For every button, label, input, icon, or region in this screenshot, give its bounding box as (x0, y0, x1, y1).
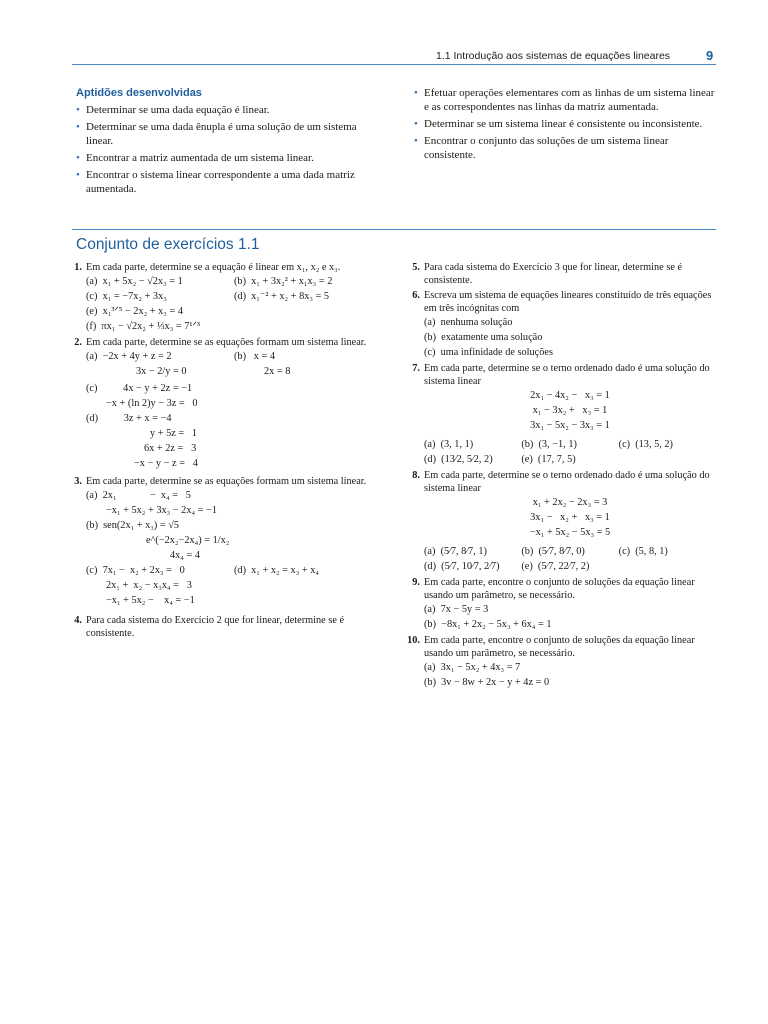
exercise-2: 2. Em cada parte, determine se as equações formam um sistema linear. (a) −2x + 4y + z = 2 3x − 2/y = 0 (b) x = 4 2x = 8 (c) 4x − y + 2z = −1 −x + (ln 2)y − 3z = 0 (d) 3z + x = −4 y + 5z = 1 6x + 2z = 3 −x − y − z = 4 (74, 337, 367, 469)
bullet-icon: • (76, 169, 80, 181)
skill-item: • Determinar se uma dada ênupla é uma solução de um sistema linear. (76, 121, 357, 147)
exercise-6: 6. Escreva um sistema de equações lineares constituído de três equações em três incógnitas com (a) nenhuma solução (b) exatamente uma solução (c) uma infinidade de soluções (412, 290, 712, 358)
section-rule (72, 229, 716, 230)
exercise-7: 7. Em cada parte, determine se o terno ordenado dado é uma solução do sistema linear 2x₁ − 4x₂ − x₃ = 1 x₁ − 3x₂ + x₃ = 1 3x₁ − 5x₂ − 3x₃ = 1 (a) (3, 1, 1) (b) (3, −1, 1) (c) (13, 5, 2) (d) (13⁄2, 5⁄2, 2) (e) (17, 7, 5) (412, 363, 710, 465)
bullet-icon: • (76, 104, 80, 116)
skill-item: • Determinar se uma dada equação é linear. (76, 104, 270, 116)
skill-item: • Encontrar o sistema linear correspondente a uma dada matriz aumentada. (76, 169, 355, 195)
exercises-right-column (404, 261, 716, 692)
page-number: 9 (706, 48, 714, 63)
skill-item: • Efetuar operações elementares com as linhas de um sistema linear e as correspondentes nas linhas da matriz aumentada. (414, 87, 715, 113)
top-rule (72, 64, 716, 65)
exercise-8: 8. Em cada parte, determine se o terno ordenado dado é uma solução do sistema linear x₁ + 2x₂ − 2x₃ = 3 3x₁ − x₂ + x₃ = 1 −x₁ + 5x₂ − 5x₃ = 5 (a) (5⁄7, 8⁄7, 1) (b) (5⁄7, 8⁄7, 0) (c) (5, 8, 1) (d) (5⁄7, 10⁄7, 2⁄7) (e) (5⁄7, 22⁄7, 2) (412, 470, 710, 572)
exercise-10: 10. Em cada parte, encontre o conjunto de soluções da equação linear usando um parâmetro, se necessário. (a) 3x₁ − 5x₂ + 4x₃ = 7 (b) 3v − 8w + 2x − y + 4z = 0 (407, 635, 695, 688)
exercise-4: 4. Para cada sistema do Exercício 2 que for linear, determine se é consistente. (74, 615, 345, 639)
bullet-icon: • (414, 135, 418, 147)
bullet-icon: • (76, 121, 80, 133)
skill-item: • Encontrar a matriz aumentada de um sistema linear. (76, 152, 314, 164)
running-title: 1.1 Introdução aos sistemas de equações lineares (436, 50, 671, 62)
exercise-1: 1. Em cada parte, determine se a equação é linear em x₁, x₂ e x₃. (a) x₁ + 5x₂ − √2x₃ = 1 (b) x₁ + 3x₂² + x₁x₃ = 2 (c) x₁ = −7x₂ + 3x₃ (d) x₁⁻² + x₂ + 8x₃ = 5 (e) x₁³ᐟ⁵ − 2x₂ + x₃ = 4 (f) πx₁ − √2x₂ + ⅓x₃ = 7¹ᐟ³ (74, 262, 341, 332)
skill-item: • Determinar se um sistema linear é consistente ou inconsistente. (414, 118, 703, 130)
exercises-left-column (66, 261, 382, 642)
exercise-3: 3. Em cada parte, determine se as equações formam um sistema linear. (a) 2x₁ − x₄ = 5 −x₁ + 5x₂ + 3x₃ − 2x₄ = −1 (b) sen(2x₁ + x₃) = √5 e^(−2x₂−2x₄) = 1/x₂ 4x₄ = 4 (c) 7x₁ − x₂ + 2x₃ = 0 2x₁ + x₂ − x₃x₄ = 3 −x₁ + 5x₂ − x₄ = −1 (d) x₁ + x₂ = x₃ + x₄ (74, 476, 367, 606)
skills-left-column (76, 86, 382, 199)
skills-right-column (414, 86, 716, 165)
exercise-5: 5. Para cada sistema do Exercício 3 que for linear, determine se é consistente. (412, 262, 683, 286)
skills-title: Aptidões desenvolvidas (76, 87, 202, 99)
bullet-icon: • (414, 87, 418, 99)
section-title: Conjunto de exercícios 1.1 (76, 236, 260, 253)
exercise-9: 9. Em cada parte, encontre o conjunto de soluções da equação linear usando um parâmetro, se necessário. (a) 7x − 5y = 3 (b) −8x₁ + 2x₂ − 5x₃ + 6x₄ = 1 (412, 577, 695, 630)
skill-item: • Encontrar o conjunto das soluções de um sistema linear consistente. (414, 135, 669, 161)
bullet-icon: • (76, 152, 80, 164)
bullet-icon: • (414, 118, 418, 130)
